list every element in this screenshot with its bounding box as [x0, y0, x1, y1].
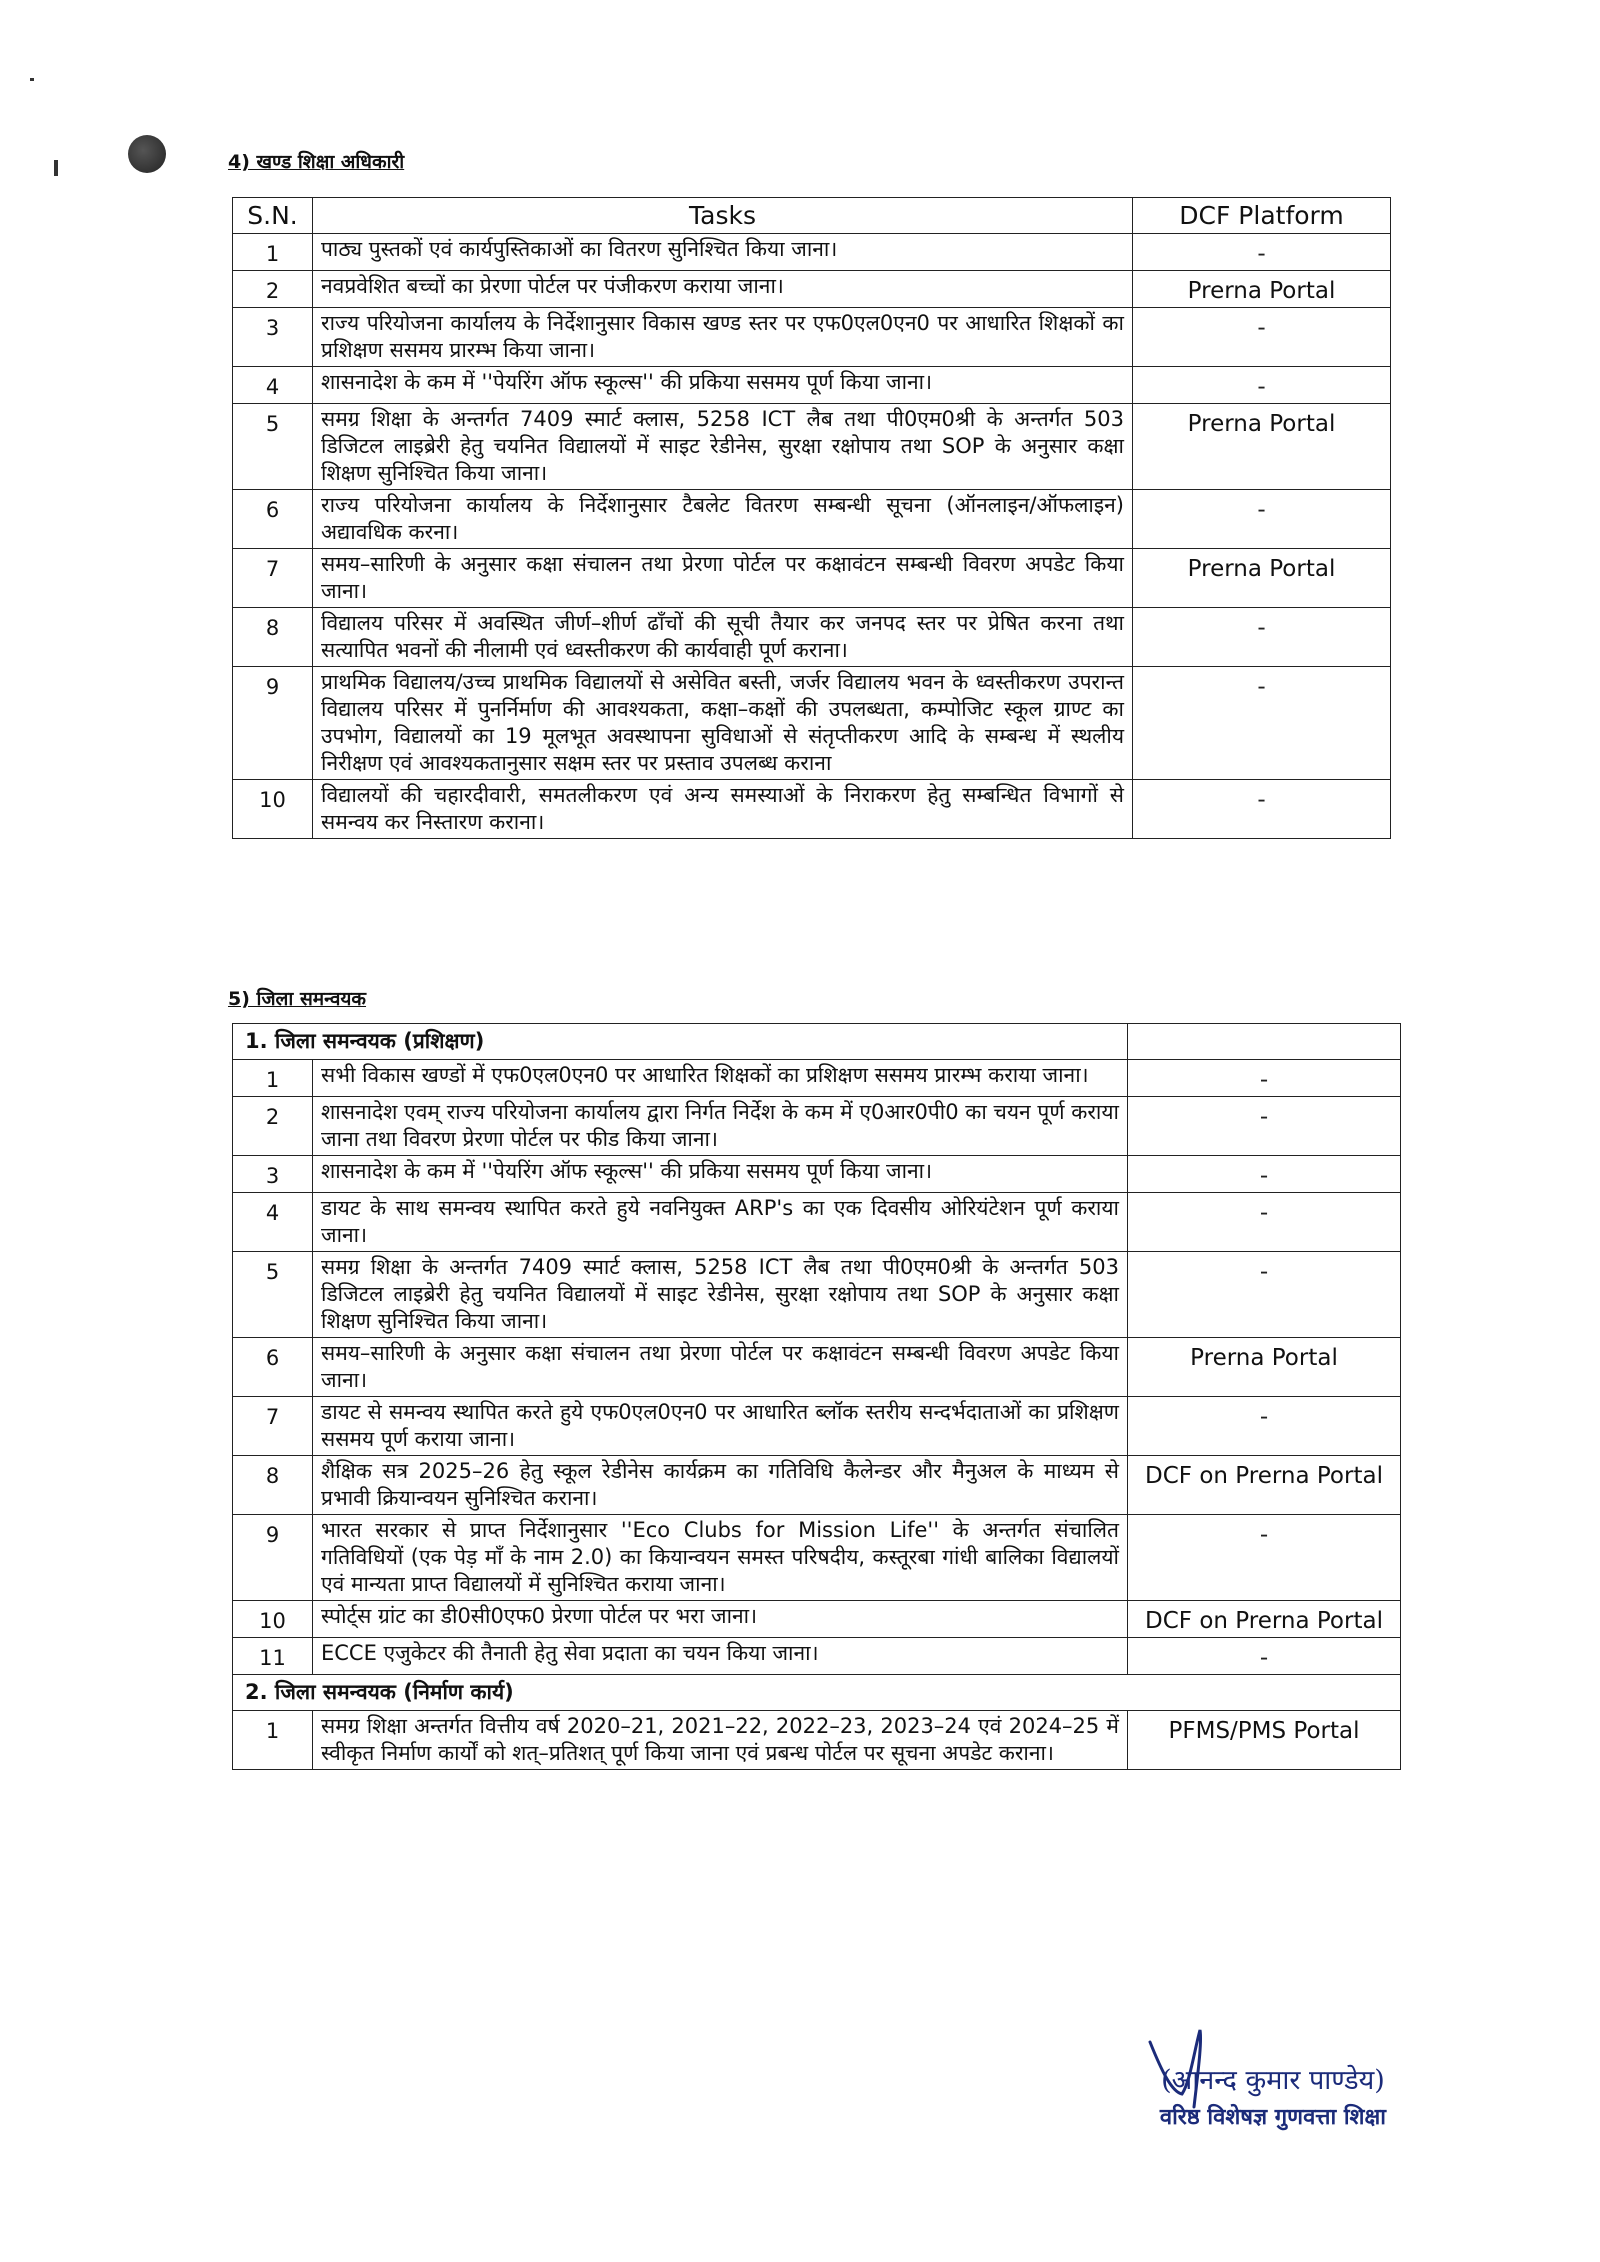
table-row [233, 308, 1391, 367]
row-platform: - [1128, 1252, 1401, 1338]
row-task-text: भारत सरकार से प्राप्त निर्देशानुसार ''Eco Clubs for Mission Life'' के अन्तर्गत संचालित गतिविधियों (एक पेड़ माँ के नाम 2.0) का कियान्वयन समस्त परिषदीय, कस्तूरबा गांधी बालिका विद्यालयों एवं मान्यता प्राप्त विद्यालयों में सुनिश्चित कराया जाना। [313, 1515, 1128, 1601]
row-platform: Prerna Portal [1128, 1338, 1401, 1397]
row-task-text: शासनादेश के कम में ''पेयरिंग ऑफ स्कूल्स'' की प्रकिया ससमय पूर्ण किया जाना। [313, 1156, 1128, 1193]
group-2-title: 2. जिला समन्वयक (निर्माण कार्य) [233, 1675, 1401, 1711]
row-task-text: शैक्षिक सत्र 2025–26 हेतु स्कूल रेडीनेस कार्यक्रम का गतिविधि कैलेन्डर और मैनुअल के माध्यम से प्रभावी क्रियान्वयन सुनिश्चित कराना। [313, 1456, 1128, 1515]
table-row [233, 667, 1391, 780]
row-task-text: समय–सारिणी के अनुसार कक्षा संचालन तथा प्रेरणा पोर्टल पर कक्षावंटन सम्बन्धी विवरण अपडेट किया जाना। [313, 549, 1133, 608]
row-serial-number: 7 [233, 1397, 313, 1456]
group-1-blank-cell [1128, 1024, 1401, 1060]
row-serial-number: 3 [233, 308, 313, 367]
table-row [233, 404, 1391, 490]
table-row [233, 1456, 1401, 1515]
row-task-text: राज्य परियोजना कार्यालय के निर्देशानुसार टैबलेट वितरण सम्बन्धी सूचना (ऑनलाइन/ऑफलाइन) अद्यावधिक करना। [313, 490, 1133, 549]
row-platform: - [1128, 1097, 1401, 1156]
row-serial-number: 3 [233, 1156, 313, 1193]
row-serial-number: 5 [233, 1252, 313, 1338]
row-platform: - [1133, 780, 1391, 839]
table-row [233, 1097, 1401, 1156]
row-serial-number: 6 [233, 490, 313, 549]
row-serial-number: 1 [233, 1060, 313, 1097]
row-platform: - [1133, 367, 1391, 404]
row-serial-number: 2 [233, 271, 313, 308]
row-serial-number: 9 [233, 667, 313, 780]
section-4-heading: 4) खण्ड शिक्षा अधिकारी [228, 151, 405, 173]
punch-hole [128, 135, 166, 173]
row-task-text: समय–सारिणी के अनुसार कक्षा संचालन तथा प्रेरणा पोर्टल पर कक्षावंटन सम्बन्धी विवरण अपडेट किया जाना। [313, 1338, 1128, 1397]
row-task-text: शासनादेश के कम में ''पेयरिंग ऑफ स्कूल्स'' की प्रकिया ससमय पूर्ण किया जाना। [313, 367, 1133, 404]
row-platform: - [1128, 1060, 1401, 1097]
row-platform: Prerna Portal [1133, 271, 1391, 308]
row-platform: - [1128, 1193, 1401, 1252]
scan-speck [30, 78, 34, 81]
tasks-header: Tasks [313, 198, 1133, 234]
table-row [233, 234, 1391, 271]
row-platform: DCF on Prerna Portal [1128, 1601, 1401, 1638]
table-row [233, 1638, 1401, 1675]
row-platform: - [1128, 1515, 1401, 1601]
row-task-text: सभी विकास खण्डों में एफ0एल0एन0 पर आधारित शिक्षकों का प्रशिक्षण ससमय प्रारम्भ कराया जाना। [313, 1060, 1128, 1097]
row-platform: PFMS/PMS Portal [1128, 1711, 1401, 1770]
table-row [233, 1156, 1401, 1193]
row-task-text: शासनादेश एवम् राज्य परियोजना कार्यालय द्वारा निर्गत निर्देश के कम में ए0आर0पी0 का चयन पूर्ण कराया जाना तथा विवरण प्रेरणा पोर्टल पर फीड किया जाना। [313, 1097, 1128, 1156]
group-1-title: 1. जिला समन्वयक (प्रशिक्षण) [233, 1024, 1128, 1060]
row-task-text: समग्र शिक्षा के अन्तर्गत 7409 स्मार्ट क्लास, 5258 ICT लैब तथा पी0एम0श्री के अन्तर्गत 503 डिजिटल लाइब्रेरी हेतु चयनित विद्यालयों में साइट रेडीनेस, सुरक्षा रक्षोपाय तथा SOP के अनुसार कक्षा शिक्षण सुनिश्चित किया जाना। [313, 1252, 1128, 1338]
signer-title: वरिष्ठ विशेषज्ञ गुणवत्ता शिक्षा [1159, 2104, 1386, 2130]
row-task-text: ECCE एजुकेटर की तैनाती हेतु सेवा प्रदाता का चयन किया जाना। [313, 1638, 1128, 1675]
section-4-table [232, 197, 1391, 839]
row-platform: Prerna Portal [1133, 404, 1391, 490]
row-task-text: पाठ्य पुस्तकों एवं कार्यपुस्तिकाओं का वितरण सुनिश्चित किया जाना। [313, 234, 1133, 271]
row-platform: - [1128, 1638, 1401, 1675]
table-header-row [233, 198, 1391, 234]
table-row [233, 1338, 1401, 1397]
table-row [233, 780, 1391, 839]
group-2-header-row [233, 1675, 1401, 1711]
table-row [233, 1601, 1401, 1638]
row-task-text: डायट के साथ समन्वय स्थापित करते हुये नवनियुक्त ARP's का एक दिवसीय ओरियंटेशन पूर्ण कराया जाना। [313, 1193, 1128, 1252]
row-serial-number: 8 [233, 1456, 313, 1515]
row-serial-number: 10 [233, 780, 313, 839]
table-row [233, 608, 1391, 667]
row-serial-number: 8 [233, 608, 313, 667]
table-row [233, 271, 1391, 308]
row-task-text: प्राथमिक विद्यालय/उच्च प्राथमिक विद्यालयों से असेवित बस्ती, जर्जर विद्यालय भवन के ध्वस्तीकरण उपरान्त विद्यालय परिसर में पुनर्निर्माण की आवश्यकता, कक्षा–कक्षों की उपलब्धता, कम्पोजिट स्कूल ग्राण्ट का उपभोग, विद्यालयों का 19 मूलभूत अवस्थापना सुविधाओं से संतृप्तीकरण आदि के सम्बन्ध में स्थलीय निरीक्षण एवं आवश्यकतानुसार सक्षम स्तर पर प्रस्ताव उपलब्ध कराना [313, 667, 1133, 780]
row-serial-number: 5 [233, 404, 313, 490]
row-task-text: विद्यालयों की चहारदीवारी, समतलीकरण एवं अन्य समस्याओं के निराकरण हेतु सम्बन्धित विभागों से समन्वय कर निस्तारण कराना। [313, 780, 1133, 839]
row-serial-number: 7 [233, 549, 313, 608]
row-platform: - [1133, 608, 1391, 667]
table-row [233, 490, 1391, 549]
row-serial-number: 4 [233, 367, 313, 404]
table-row [233, 549, 1391, 608]
row-serial-number: 4 [233, 1193, 313, 1252]
table-row [233, 1515, 1401, 1601]
row-task-text: राज्य परियोजना कार्यालय के निर्देशानुसार विकास खण्ड स्तर पर एफ0एल0एन0 पर आधारित शिक्षकों का प्रशिक्षण ससमय प्रारम्भ किया जाना। [313, 308, 1133, 367]
row-serial-number: 6 [233, 1338, 313, 1397]
row-platform: - [1128, 1156, 1401, 1193]
row-serial-number: 11 [233, 1638, 313, 1675]
table-row [233, 1193, 1401, 1252]
row-platform: - [1133, 308, 1391, 367]
scan-speck [54, 160, 58, 176]
signature-block [1160, 2060, 1386, 2131]
signer-name: (आनन्द कुमार पाण्डेय) [1161, 2065, 1385, 2096]
row-serial-number: 10 [233, 1601, 313, 1638]
row-serial-number: 1 [233, 234, 313, 271]
sn-header: S.N. [233, 198, 313, 234]
group-1-header-row [233, 1024, 1401, 1060]
row-task-text: डायट से समन्वय स्थापित करते हुये एफ0एल0एन0 पर आधारित ब्लॉक स्तरीय सन्दर्भदाताओं का प्रशिक्षण ससमय पूर्ण कराया जाना। [313, 1397, 1128, 1456]
table-row [233, 1397, 1401, 1456]
row-platform: - [1133, 490, 1391, 549]
row-platform: - [1133, 667, 1391, 780]
row-task-text: स्पोर्ट्स ग्रांट का डी0सी0एफ0 प्रेरणा पोर्टल पर भरा जाना। [313, 1601, 1128, 1638]
platform-header: DCF Platform [1133, 198, 1391, 234]
row-platform: - [1133, 234, 1391, 271]
row-platform: DCF on Prerna Portal [1128, 1456, 1401, 1515]
row-platform: - [1128, 1397, 1401, 1456]
table-row [233, 367, 1391, 404]
row-task-text: नवप्रवेशित बच्चों का प्रेरणा पोर्टल पर पंजीकरण कराया जाना। [313, 271, 1133, 308]
table-row [233, 1711, 1401, 1770]
table-row [233, 1252, 1401, 1338]
row-serial-number: 1 [233, 1711, 313, 1770]
row-task-text: विद्यालय परिसर में अवस्थित जीर्ण–शीर्ण ढाँचों की सूची तैयार कर जनपद स्तर पर प्रेषित करना तथा सत्यापित भवनों की नीलामी एवं ध्वस्तीकरण की कार्यवाही पूर्ण कराना। [313, 608, 1133, 667]
row-serial-number: 2 [233, 1097, 313, 1156]
row-task-text: समग्र शिक्षा अन्तर्गत वित्तीय वर्ष 2020–21, 2021–22, 2022–23, 2023–24 एवं 2024–25 में स्वीकृत निर्माण कार्यों को शत्–प्रतिशत् पूर्ण किया जाना एवं प्रबन्ध पोर्टल पर सूचना अपडेट कराना। [313, 1711, 1128, 1770]
section-5-heading: 5) जिला समन्वयक [228, 988, 367, 1010]
section-5-table [232, 1023, 1401, 1770]
row-task-text: समग्र शिक्षा के अन्तर्गत 7409 स्मार्ट क्लास, 5258 ICT लैब तथा पी0एम0श्री के अन्तर्गत 503 डिजिटल लाइब्रेरी हेतु चयनित विद्यालयों में साइट रेडीनेस, सुरक्षा रक्षोपाय तथा SOP के अनुसार कक्षा शिक्षण सुनिश्चित किया जाना। [313, 404, 1133, 490]
row-serial-number: 9 [233, 1515, 313, 1601]
row-platform: Prerna Portal [1133, 549, 1391, 608]
table-row [233, 1060, 1401, 1097]
